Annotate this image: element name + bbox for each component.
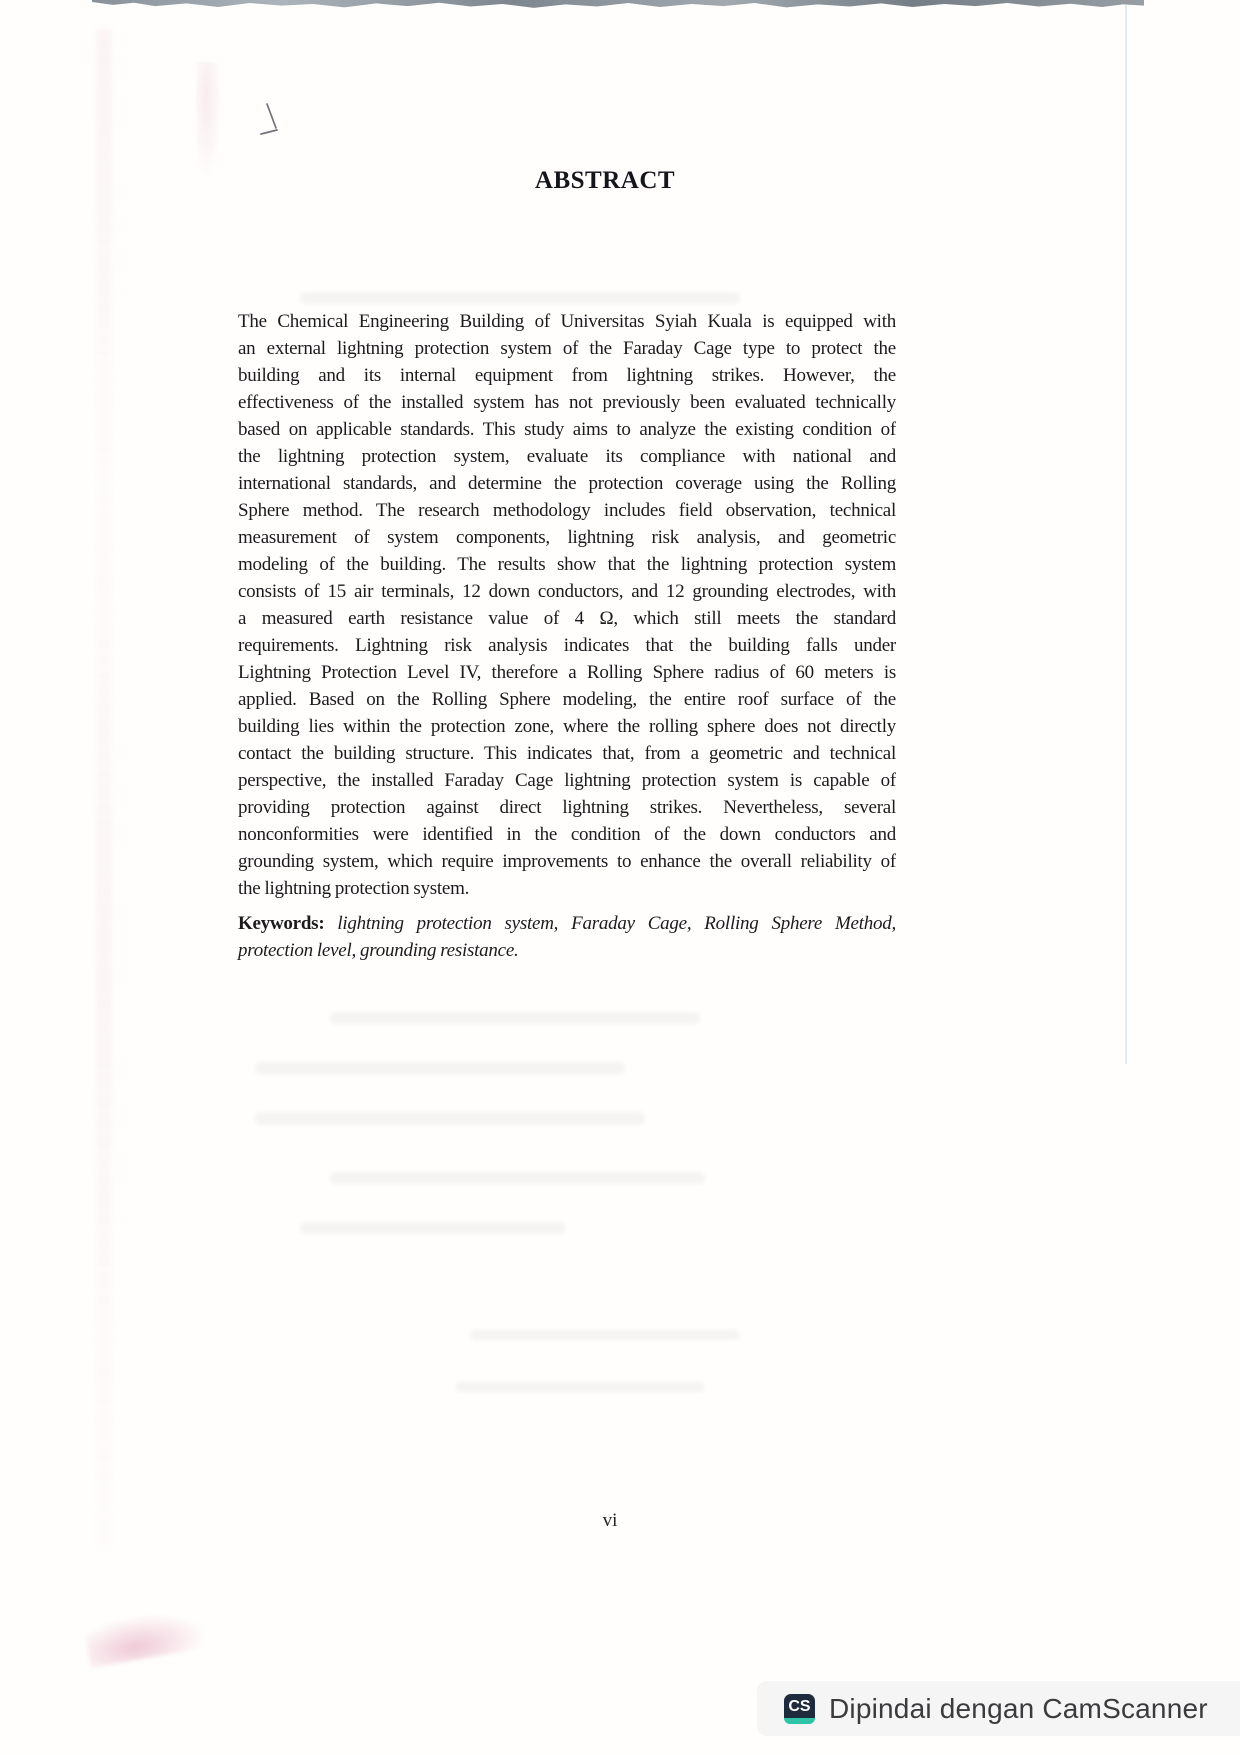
paragraph-line: consists of 15 air terminals, 12 down conductors, and 12 grounding electrodes, with: [238, 581, 896, 602]
pink-smudge-artifact: [83, 1604, 209, 1668]
paragraph-line: based on applicable standards. This study aims to analyze the existing condition of: [238, 419, 896, 440]
abstract-paragraph: [238, 308, 896, 902]
paragraph-line: providing protection against direct lightning strikes. Nevertheless, several: [238, 797, 896, 818]
paragraph-line: the lightning protection system, evaluate its compliance with national and: [238, 446, 896, 467]
keywords-line: [238, 910, 896, 937]
pink-speckle-artifact: [196, 62, 222, 182]
paragraph-line: the lightning protection system.: [238, 878, 470, 899]
bleed-through-artifact: [330, 1012, 700, 1024]
left-edge-streak-artifact: [96, 30, 112, 1550]
camscanner-watermark-bar: [757, 1681, 1240, 1736]
bleed-through-artifact: [300, 292, 740, 304]
keywords-line: protection level, grounding resistance.: [238, 940, 519, 961]
pen-tick-mark: [256, 98, 286, 142]
paragraph-line: international standards, and determine the protection coverage using the Rolling: [238, 473, 896, 494]
paragraph-line: contact the building structure. This indicates that, from a geometric and technical: [238, 743, 896, 764]
keywords-label: Keywords:: [238, 913, 325, 934]
paragraph-line: Lightning Protection Level IV, therefore a Rolling Sphere radius of 60 meters is: [238, 662, 896, 683]
paragraph-line: measurement of system components, lightning risk analysis, and geometric: [238, 527, 896, 548]
paragraph-line: effectiveness of the installed system has not previously been evaluated technically: [238, 392, 896, 413]
camscanner-logo-accent: [784, 1718, 815, 1724]
camscanner-watermark-label: Dipindai dengan CamScanner: [829, 1692, 1208, 1724]
scan-right-edge-artifact: [1125, 4, 1127, 1064]
scan-top-edge-artifact: [92, 0, 1144, 9]
bleed-through-artifact: [255, 1112, 645, 1125]
paragraph-line: nonconformities were identified in the condition of the down conductors and: [238, 824, 896, 845]
page-number: vi: [602, 1510, 618, 1531]
paragraph-line: requirements. Lightning risk analysis indicates that the building falls under: [238, 635, 896, 656]
bleed-through-artifact: [330, 1172, 705, 1184]
page-title: ABSTRACT: [534, 167, 676, 194]
paragraph-line: Sphere method. The research methodology includes field observation, technical: [238, 500, 896, 521]
paragraph-line: building lies within the protection zone, where the rolling sphere does not directly: [238, 716, 896, 737]
bleed-through-artifact: [455, 1382, 705, 1392]
bleed-through-artifact: [255, 1062, 625, 1075]
paragraph-line: The Chemical Engineering Building of Universitas Syiah Kuala is equipped with: [238, 311, 896, 332]
paragraph-line: a measured earth resistance value of 4 Ω, which still meets the standard: [238, 608, 896, 629]
paragraph-line: grounding system, which require improvements to enhance the overall reliability of: [238, 851, 896, 872]
bleed-through-artifact: [300, 1222, 565, 1234]
paragraph-line: applied. Based on the Rolling Sphere modeling, the entire roof surface of the: [238, 689, 896, 710]
camscanner-logo-text: CS: [788, 1697, 811, 1715]
paragraph-line: an external lightning protection system of the Faraday Cage type to protect the: [238, 338, 896, 359]
bleed-through-artifact: [470, 1330, 740, 1340]
paragraph-line: perspective, the installed Faraday Cage lightning protection system is capable of: [238, 770, 896, 791]
camscanner-logo-icon: [784, 1694, 815, 1724]
paragraph-line: building and its internal equipment from lightning strikes. However, the: [238, 365, 896, 386]
keywords-text: lightning protection system, Faraday Cage, Rolling Sphere Method,: [337, 913, 896, 934]
keywords-block: [238, 910, 896, 964]
paragraph-line: modeling of the building. The results show that the lightning protection system: [238, 554, 896, 575]
